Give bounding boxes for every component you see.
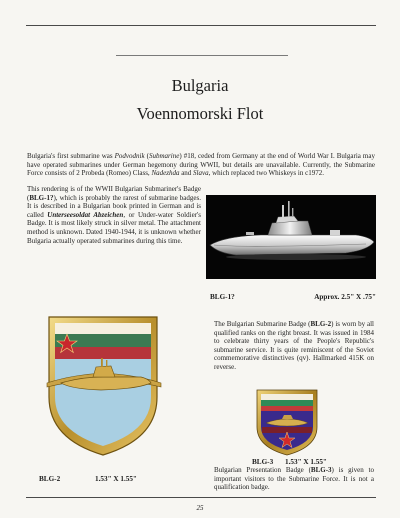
blg2-description: [214, 320, 374, 372]
blg3-text: Bulgarian Presentation Badge (: [214, 466, 311, 474]
blg1-german-name: Unterseesoldat Abzeichen: [47, 210, 124, 219]
intro-italic-podvodnik: Podvodnik: [114, 152, 145, 160]
title-rule: [116, 55, 288, 56]
blg1-size: Approx. 2.5" X .75": [314, 293, 376, 301]
blg3-size: 1.53" X 1.55": [285, 458, 327, 466]
blg3-text: ) is given to important visitors to the Submarine Force. It is not a qualification badge.: [214, 466, 375, 492]
intro-italic-nadezhda: Nadezhda: [151, 169, 180, 178]
blg3-label: BLG-3: [252, 458, 274, 466]
blg1-code: BLG-1?: [29, 193, 54, 202]
intro-text: , which replaced two Whiskeys in c1972.: [208, 169, 324, 178]
blg1-text: ), which is probably the rarest of submarine badges. It is described in a Bulgarian book printed in German and is called: [27, 193, 201, 219]
intro-paragraph: [27, 152, 375, 178]
intro-text: ) #18, ceded from Germany at the end of World War I. Bulgaria may have operated submarines under German hegemony during WWII, but details are unavailable. Currently, the Submarine Force consists of 2 Probeda (Romeo) Class,: [27, 152, 375, 178]
blg2-text: ) is worn by all qualified ranks on the right breast. It was issued in 1984 to celebrate thirty years of the People's Republic's submarine service. It is quite reminiscent of the Soviet commemorative distinctives (qv). Hallmarked 415K on reverse.: [214, 320, 374, 371]
blg3-description: [214, 466, 374, 492]
blg1-description: [27, 185, 201, 245]
blg1-label: BLG-1?: [210, 293, 235, 301]
blg2-code: BLG-2: [310, 320, 332, 328]
intro-text: Bulgaria's first submarine was: [27, 152, 115, 160]
blg2-badge-image: [41, 313, 165, 459]
page-subtitle: Voennomorski Flot: [136, 104, 264, 123]
blg2-size: 1.53" X 1.55": [95, 475, 137, 483]
blg3-badge-image: [254, 387, 320, 457]
submarine-badge-photo: [206, 195, 376, 279]
page-title: Bulgaria: [171, 76, 229, 95]
blg1-text: , or Under-water Soldier's Badge. It is most likely struck in silver metal. The attachment method is unknown. Dated 1940-1944, it is unknown whether Bulgaria actually operated submarines during this time.: [27, 210, 201, 245]
blg2-label: BLG-2: [39, 475, 61, 483]
blg3-code: BLG-3: [310, 466, 332, 474]
blg1-text: This rendering is of the WWII Bulgarian Submariner's Badge (: [27, 185, 201, 202]
top-rule: [26, 25, 376, 26]
intro-text: (: [144, 152, 149, 160]
intro-italic-submarine: Submarine: [148, 152, 180, 160]
bottom-rule: [26, 497, 376, 498]
blg2-caption: [39, 475, 159, 485]
intro-text: and: [179, 169, 194, 178]
intro-italic-slava: Slava: [193, 169, 209, 178]
page-number: 25: [196, 504, 204, 512]
blg2-text: The Bulgarian Submarine Badge (: [214, 320, 311, 328]
blg1-caption: [206, 293, 376, 303]
